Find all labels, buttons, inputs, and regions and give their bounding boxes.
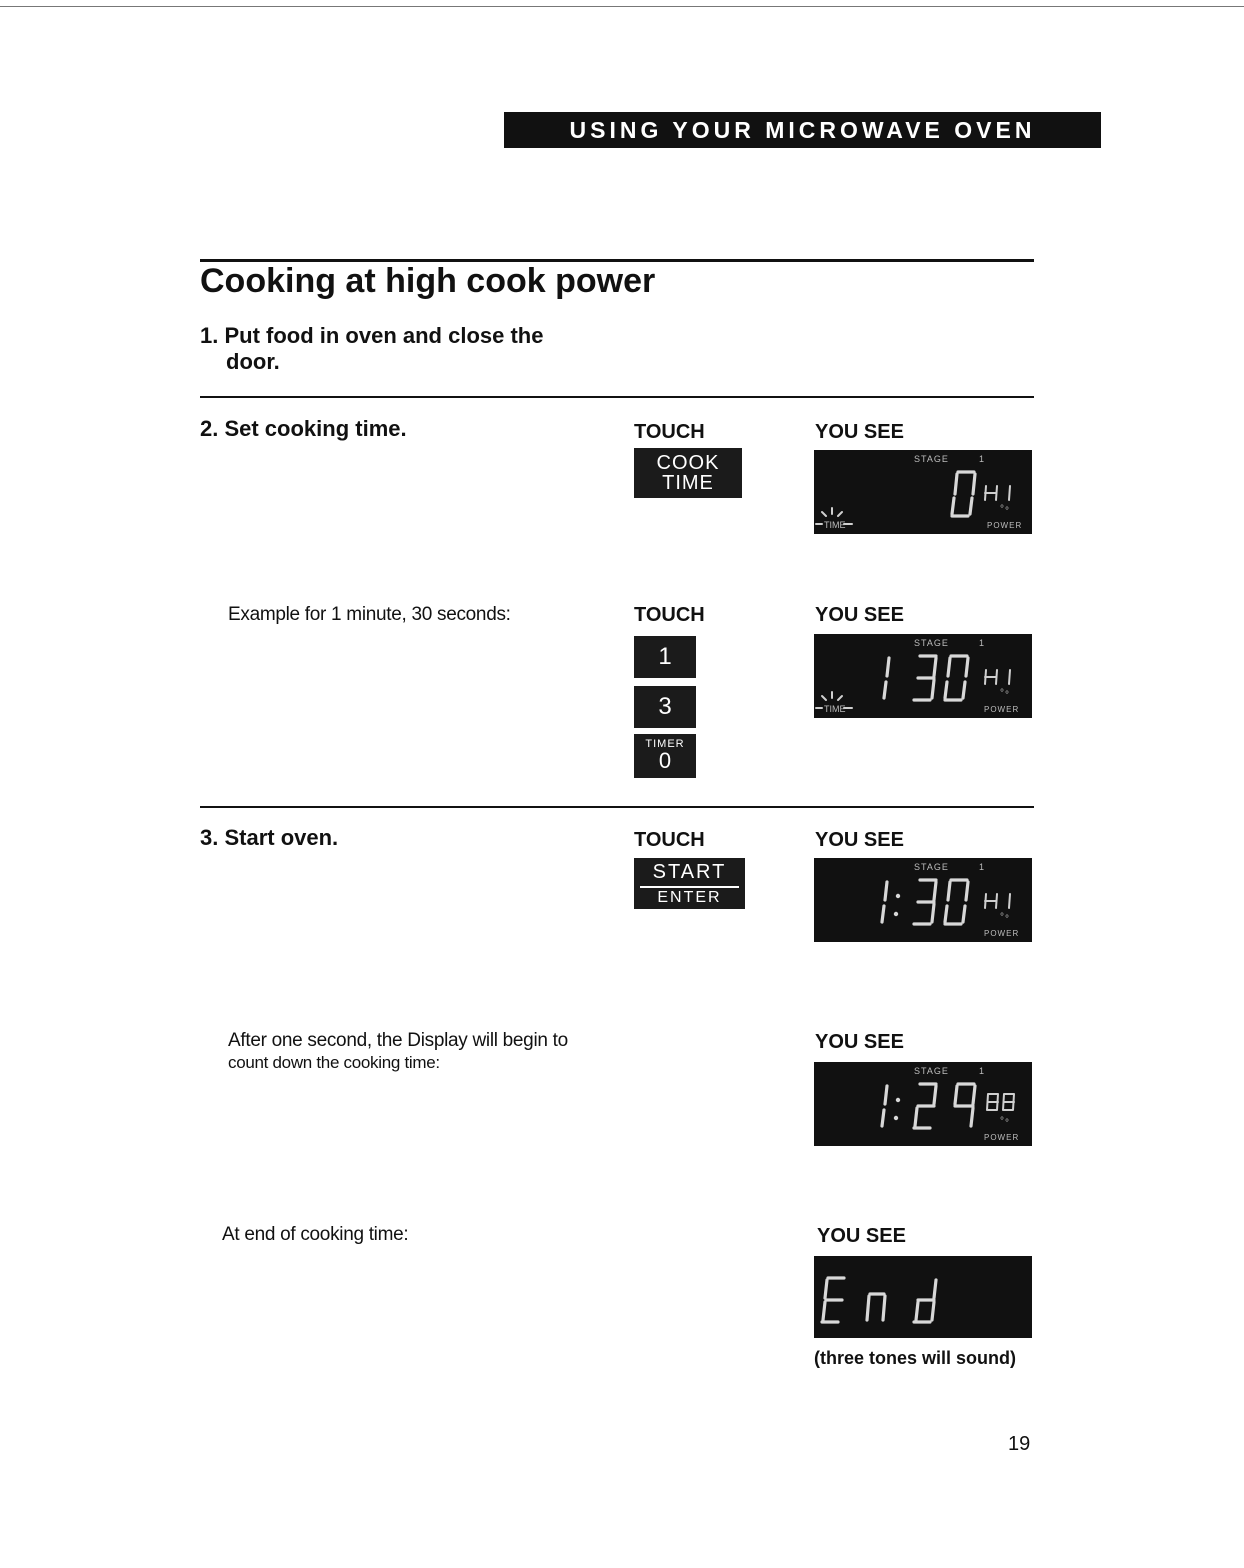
three-tones-note: (three tones will sound) (814, 1348, 1017, 1368)
display-2 (814, 634, 1032, 718)
page-number: 19 (1008, 1433, 1031, 1455)
touch-label: TOUCH (634, 421, 705, 443)
cook-time-key-line-2: TIME (662, 472, 714, 494)
step-3-countdown-note (228, 1030, 568, 1074)
touch-label-3: TOUCH (634, 829, 705, 851)
svg-text:°: ° (1000, 1116, 1004, 1127)
step-2-example: Example for 1 minute, 30 seconds: (228, 604, 511, 625)
start-enter-key[interactable] (634, 858, 745, 909)
enter-key-label: ENTER (657, 889, 722, 906)
timer-0-key-label: TIMER (645, 738, 685, 750)
svg-text:°: ° (1000, 912, 1004, 923)
svg-text:°: ° (1000, 504, 1004, 515)
display-3-hi-icon (985, 894, 1010, 908)
display-1-time-label: TIME (824, 520, 846, 530)
you-see-label: YOU SEE (815, 421, 904, 443)
you-see-label-2: YOU SEE (815, 604, 904, 626)
number-1-key[interactable]: 1 (634, 636, 696, 678)
step-3-countdown-line-1: After one second, the Display will begin to (228, 1030, 568, 1051)
start-key-divider (640, 886, 739, 888)
display-2-stage-number: 1 (979, 638, 985, 648)
step-divider-2 (200, 806, 1034, 808)
you-see-label-4: YOU SEE (815, 1031, 904, 1053)
touch-label-2: TOUCH (634, 604, 705, 626)
display-4-digits (882, 1084, 975, 1128)
timer-0-key[interactable] (634, 734, 696, 778)
timer-0-key-digit: 0 (658, 748, 672, 773)
step-divider-1 (200, 396, 1034, 398)
display-2-digits (884, 656, 968, 700)
display-1-hi-icon (985, 486, 1010, 500)
svg-text:°: ° (1005, 690, 1009, 701)
display-1-power-label: POWER (987, 521, 1023, 530)
display-4-power-digits (987, 1094, 1014, 1110)
step-1 (200, 323, 543, 375)
section-banner: USING YOUR MICROWAVE OVEN (504, 112, 1101, 148)
cook-time-key[interactable] (634, 448, 742, 498)
you-see-label-5: YOU SEE (817, 1225, 906, 1247)
display-4-power-label: POWER (984, 1133, 1020, 1142)
display-3-stage-label: STAGE (914, 862, 949, 872)
step-2: 2. Set cooking time. (200, 416, 407, 441)
start-key-label: START (652, 861, 727, 883)
display-3-stage-number: 1 (979, 862, 985, 872)
number-3-key[interactable]: 3 (634, 686, 696, 728)
step-1-line-1: 1. Put food in oven and close the (200, 323, 544, 348)
display-4 (814, 1062, 1032, 1146)
display-4-stage-number: 1 (979, 1066, 985, 1076)
display-1-stage-number: 1 (979, 454, 985, 464)
svg-text:°: ° (1000, 688, 1004, 699)
step-1-line-2: door. (226, 349, 280, 374)
you-see-label-3: YOU SEE (815, 829, 904, 851)
cook-time-key-line-1: COOK (656, 452, 720, 474)
display-5 (814, 1256, 1032, 1338)
display-3-power-label: POWER (984, 929, 1020, 938)
step-3-countdown-line-2: count down the cooking time: (228, 1053, 440, 1072)
display-1-stage-label: STAGE (914, 454, 949, 464)
page-title: Cooking at high cook power (200, 262, 656, 300)
display-2-stage-label: STAGE (914, 638, 949, 648)
svg-text:°: ° (1005, 914, 1009, 925)
display-1-digits (952, 472, 975, 516)
display-4-stage-label: STAGE (914, 1066, 949, 1076)
display-2-power-label: POWER (984, 705, 1020, 714)
svg-text:°: ° (1005, 506, 1009, 517)
step-3: 3. Start oven. (200, 825, 339, 850)
step-3-end-note: At end of cooking time: (222, 1224, 409, 1245)
display-2-time-label: TIME (824, 704, 846, 714)
display-5-end-text (822, 1278, 936, 1322)
display-1 (814, 450, 1032, 534)
display-3-digits (882, 880, 968, 924)
top-edge-rule (0, 6, 1244, 7)
display-3 (814, 858, 1032, 942)
display-2-hi-icon (985, 670, 1010, 684)
svg-text:°: ° (1005, 1118, 1009, 1129)
